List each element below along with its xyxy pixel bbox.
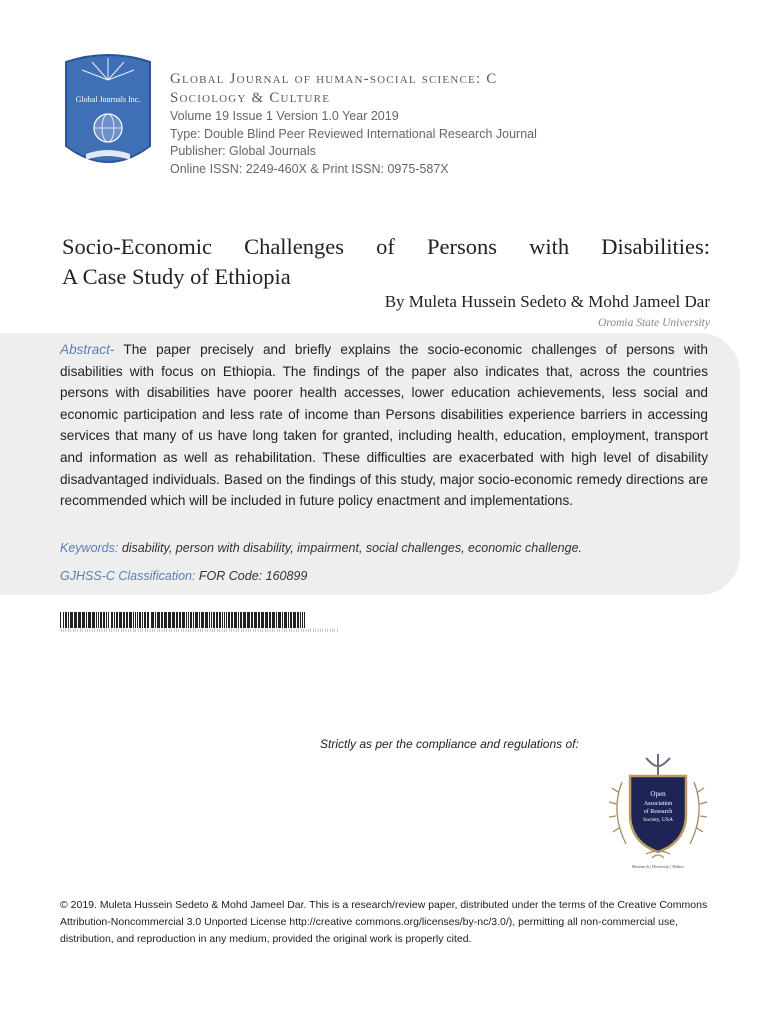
seal-line-1: Open xyxy=(650,790,666,798)
journal-subtitle: Sociology & Culture xyxy=(170,90,331,106)
title-word: of xyxy=(376,234,395,259)
classification xyxy=(60,569,307,583)
keywords xyxy=(60,541,582,555)
paper-title-line1 xyxy=(62,232,710,262)
seal-line-3: of Research xyxy=(643,809,673,815)
paper-title-line2: A Case Study of Ethiopia xyxy=(62,264,291,289)
journal-header xyxy=(170,70,730,178)
abstract-text: The paper precisely and briefly explains the socio-economic challenges of persons with disabilities with focus on Ethiopia. The findings of the paper also indicates that, across the countries persons with disabilities have poorer health accesses, lower education achievements, less social and economic participation and less rate of income than Persons disabilities experience barriers in accessing services that many of us have long taken for granted, including health, education, employment, transport and information as well as rehabilitation. These difficulties are exacerbated with high level of disability disadvantaged individuals. Based on the findings of this study, major socio-economic remedy directions are recommended which will be included in future policy enactment and implementations. xyxy=(60,342,708,509)
paper-affiliation: Oromia State University xyxy=(597,317,710,329)
journal-issn: Online ISSN: 2249-460X & Print ISSN: 0975-587X xyxy=(170,161,449,176)
abstract xyxy=(60,339,708,512)
paper-title xyxy=(62,232,710,292)
title-word: Disabilities: xyxy=(601,234,710,259)
keywords-label: Keywords: xyxy=(60,541,119,555)
seal-line-4: Society, USA xyxy=(643,817,673,823)
abstract-label: Abstract- xyxy=(60,342,115,357)
title-word: Challenges xyxy=(244,234,345,259)
logo-text: Global Journals Inc. xyxy=(75,95,141,104)
keywords-text: disability, person with disability, impairment, social challenges, economic challenge. xyxy=(118,541,583,555)
journal-title: Global Journal of human-social science: C xyxy=(170,71,498,87)
title-word: Persons xyxy=(426,234,497,259)
title-word: Socio-Economic xyxy=(62,234,212,259)
global-journals-logo xyxy=(62,50,154,176)
title-word: with xyxy=(529,234,570,259)
journal-publisher: Publisher: Global Journals xyxy=(170,144,316,158)
barcode-digits: |||||||||||||||||||||||||||||||||||||||||||||||||||||||||||||||||||||||||||||||||||||||||||||||||||||||||||||||||||| xyxy=(60,629,339,633)
journal-volume: Volume 19 Issue 1 Version 1.0 Year 2019 xyxy=(170,109,399,123)
classification-label: GJHSS-C Classification: xyxy=(60,569,196,583)
journal-type: Type: Double Blind Peer Reviewed International Research Journal xyxy=(170,126,537,141)
seal-motto: Research | Diversity | Ethics xyxy=(632,864,684,869)
classification-text: FOR Code: 160899 xyxy=(195,569,308,583)
copyright-footer: © 2019. Muleta Hussein Sedeto & Mohd Jameel Dar. This is a research/review paper, distributed under the terms of the Creative Commons Attribution-Noncommercial 3.0 Unported License http://creative commons.org/licenses/by-nc/3.0/), permitting all non-commercial use, distribution, and reproduction in any medium, provided the original work is properly cited. xyxy=(60,899,708,945)
oars-seal xyxy=(606,752,710,872)
compliance-note: Strictly as per the compliance and regulations of: xyxy=(320,737,579,751)
seal-line-2: Association xyxy=(643,801,673,807)
paper-authors: By Muleta Hussein Sedeto & Mohd Jameel Dar xyxy=(384,292,710,311)
